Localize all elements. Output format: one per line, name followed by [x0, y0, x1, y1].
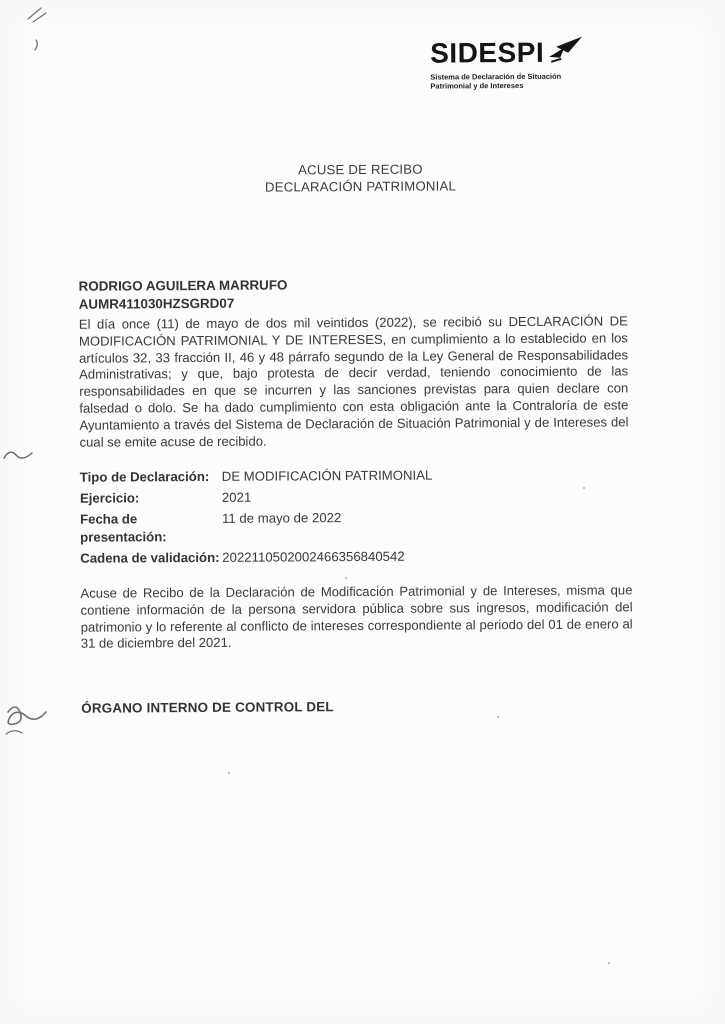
field-value-cadena: 2022110502002466356840542 [222, 548, 405, 565]
document-title [0, 159, 723, 197]
pen-tick-icon [32, 38, 42, 57]
field-label-tipo: Tipo de Declaración: [79, 468, 210, 485]
pen-scribble-icon [2, 700, 50, 747]
field-row-ejercicio [80, 486, 629, 507]
field-value-fecha: 11 de mayo de 2022 [221, 510, 342, 526]
sidespi-logo [430, 38, 620, 90]
field-row-fecha [80, 507, 629, 545]
field-label-fecha: Fecha de presentación: [79, 511, 167, 545]
recipient-block [79, 276, 288, 313]
paper-plane-arrows-icon [546, 35, 584, 70]
recipient-name: RODRIGO AGUILERA MARRUFO [78, 277, 288, 294]
logo-tagline-line1: Sistema de Declaración de Situación [430, 71, 562, 82]
corner-pen-mark-icon [26, 4, 52, 29]
title-line-declaracion: DECLARACIÓN PATRIMONIAL [264, 178, 457, 195]
pen-squiggle-icon [2, 446, 34, 469]
scan-speck [608, 962, 610, 964]
sidespi-logo-text: SIDESPI [430, 36, 545, 69]
field-value-tipo: DE MODIFICACIÓN PATRIMONIAL [221, 467, 433, 484]
scan-speck [228, 772, 230, 774]
body-paragraph-2: Acuse de Recibo de la Declaración de Modificación Patrimonial y de Intereses, misma que contiene información de la persona servidora pública sobre sus ingresos, modificación del patrimonio y lo referente al conflicto de intereses correspondiente al periodo del 01 de enero al 31 de diciembre del 2021. [80, 582, 633, 652]
title-line-acuse: ACUSE DE RECIBO [298, 161, 423, 178]
organo-interno-heading: ÓRGANO INTERNO DE CONTROL DEL [81, 699, 334, 716]
scan-speck [345, 577, 347, 579]
scan-speck [583, 487, 585, 489]
recipient-id: AUMR411030HZSGRD07 [78, 295, 235, 312]
field-row-tipo [80, 465, 629, 486]
logo-tagline-line2: Patrimonial y de Intereses [430, 81, 524, 91]
field-row-cadena [80, 546, 629, 567]
scan-speck [497, 716, 499, 718]
declaration-fields [80, 465, 630, 570]
field-label-ejercicio: Ejercicio: [79, 490, 140, 506]
body-paragraph-1: El día once (11) de mayo de dos mil veintidos (2022), se recibió su DECLARACIÓN DE MODIFICACIÓN PATRIMONIAL Y DE INTERESES, en cumplimiento a lo establecido en los artículos 32, 33 fracción II, 46 y 48 párrafo segundo de la Ley General de Responsabilidades Administrativas; y que, bajo protesta de decir verdad, teniendo conocimiento de las responsabilidades en que se incurren y las sanciones previstas para quien declare con falsedad o dolo. Se ha dado cumplimiento con esta obligación ante la Contraloría de este Ayuntamiento a través del Sistema de Declaración de Situación Patrimonial y de Intereses del cual se emite acuse de recibido. [78, 313, 629, 450]
field-label-cadena: Cadena de validación: [80, 549, 220, 566]
field-value-ejercicio: 2021 [221, 489, 252, 505]
